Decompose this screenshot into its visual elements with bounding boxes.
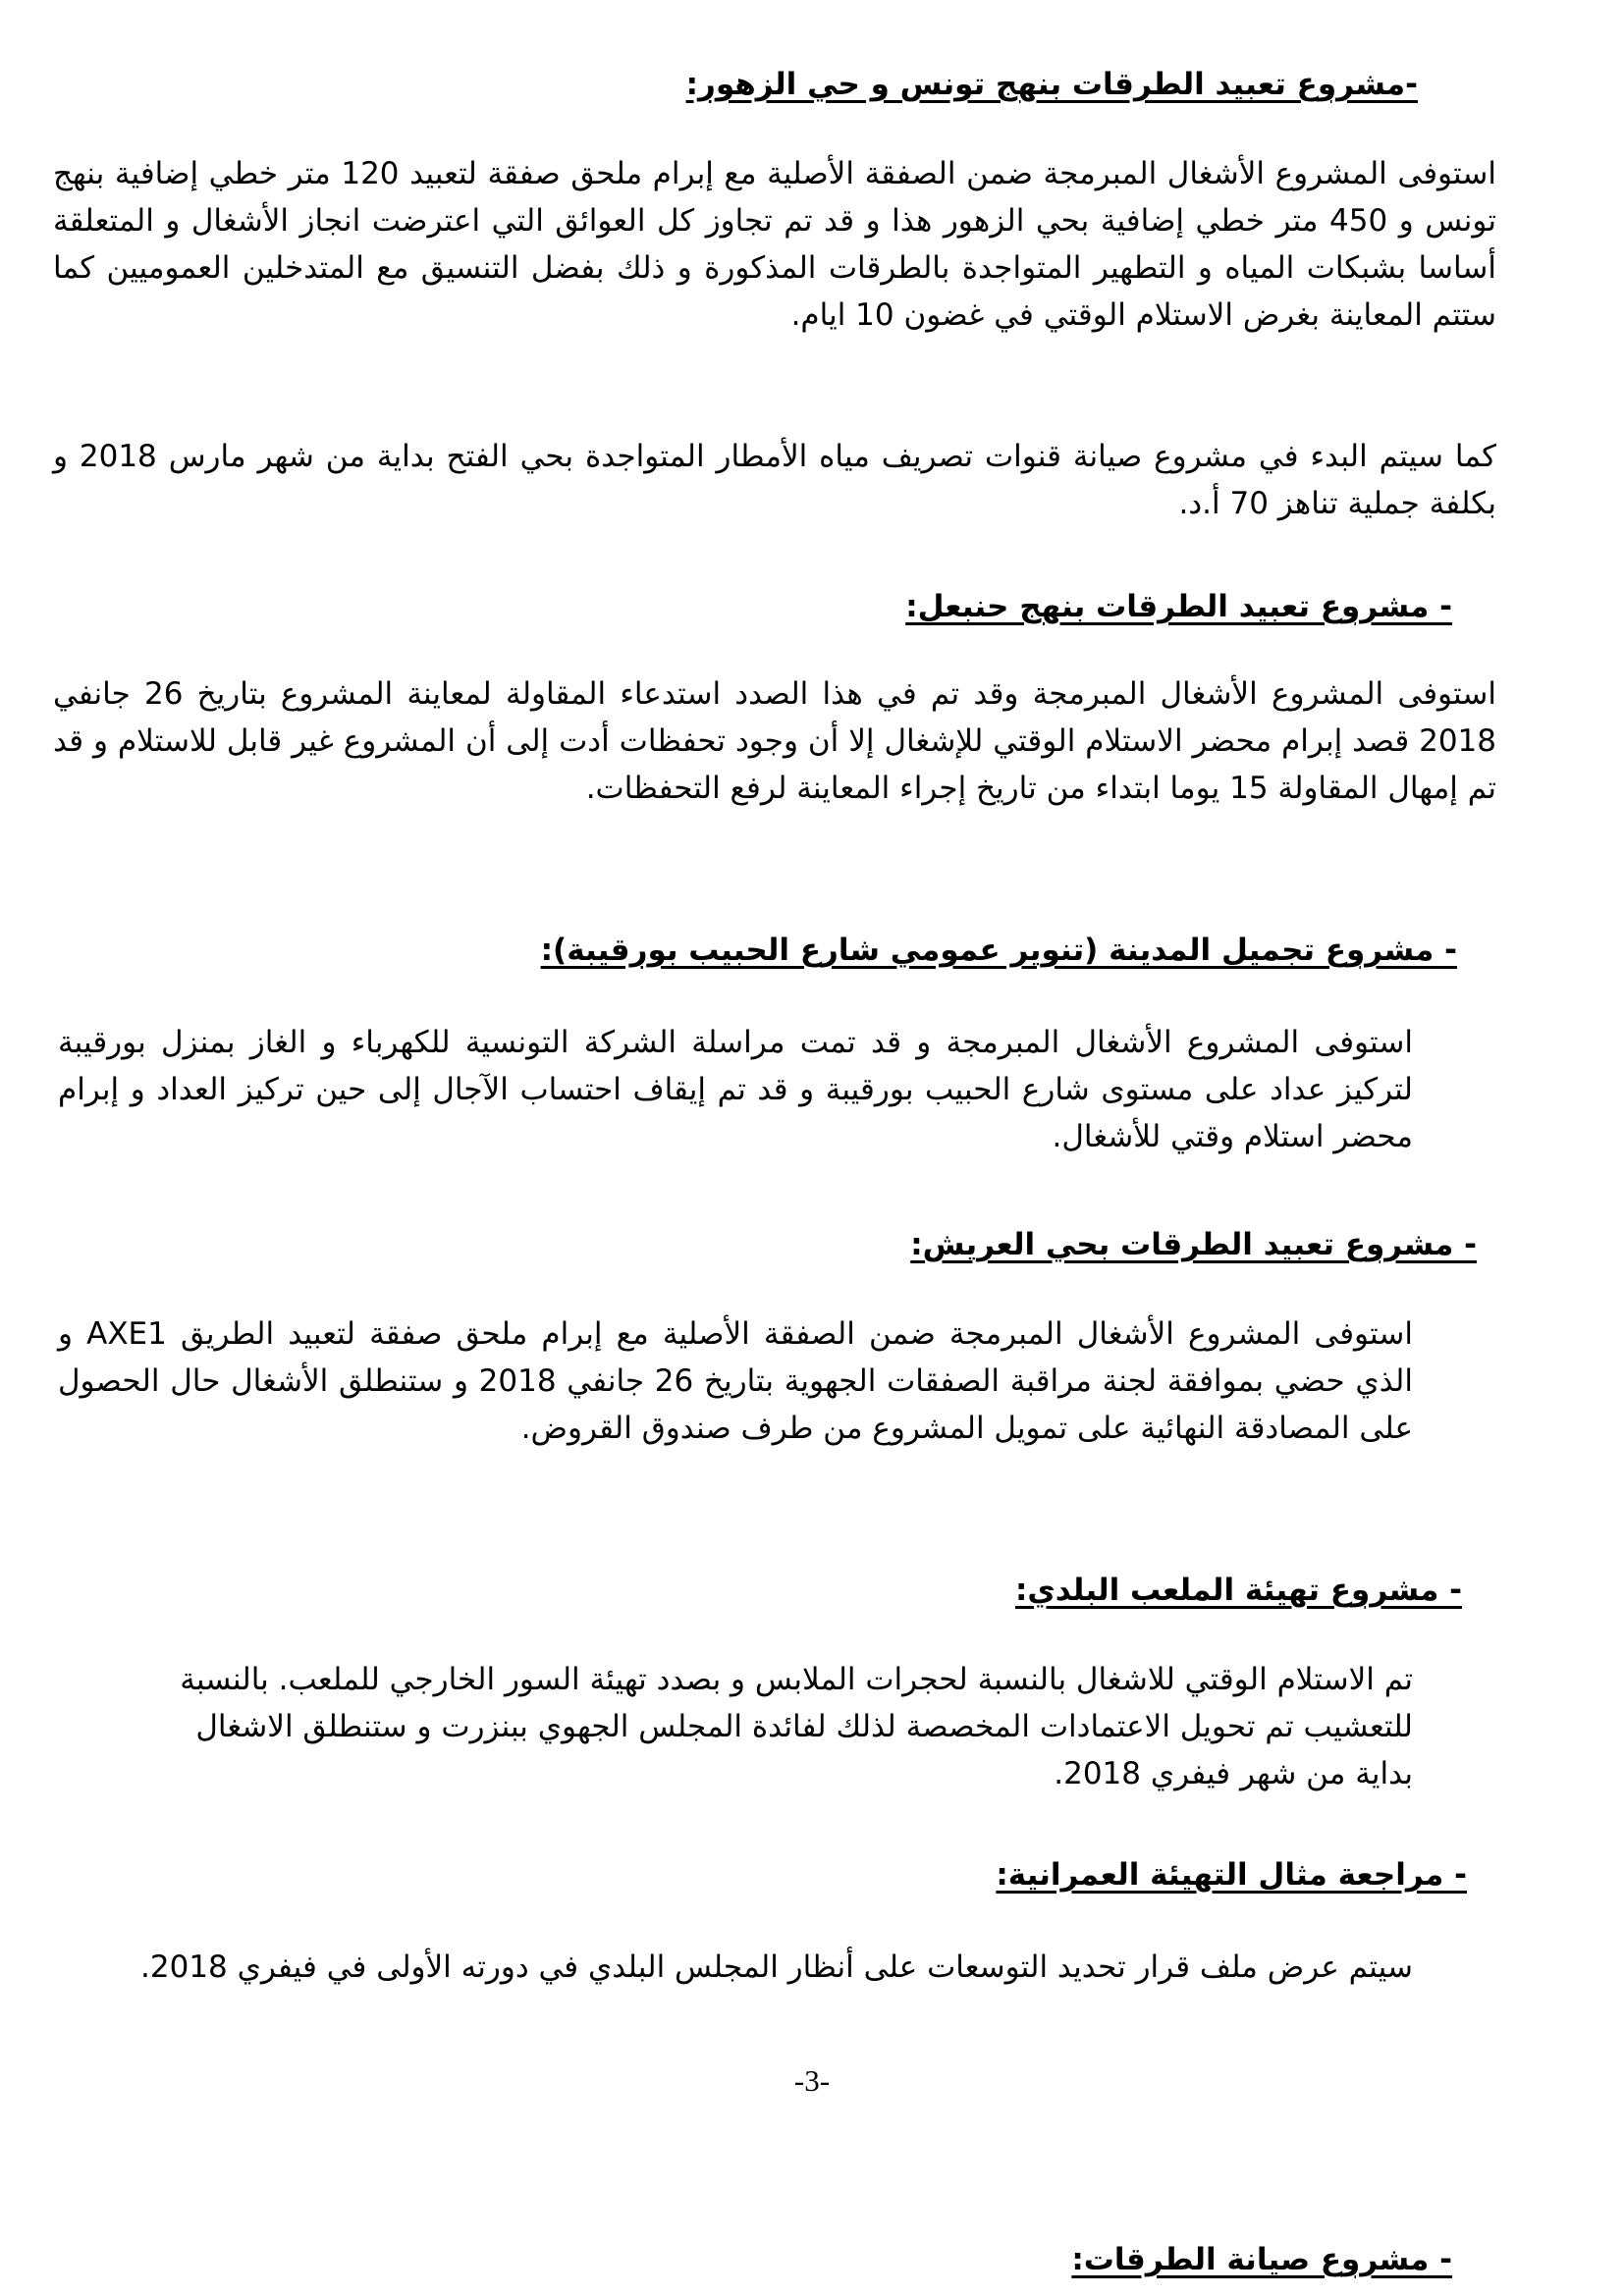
heading-city-beautification: - مشروع تجميل المدينة (تنوير عمومي شارع الحبيب بورقيبة): (540, 933, 1457, 968)
heading-tunis-zohour-roads: -مشروع تعبيد الطرقات بنهج تونس و حي الزهور: (685, 67, 1418, 102)
paragraph-tunis-zohour-roads: استوفى المشروع الأشغال المبرمجة ضمن الصفقة الأصلية مع إبرام ملحق صفقة لتعبيد 120 متر خطي إضافية بنهج تونس و 450 متر خطي إضافية بحي الزهور هذا و قد تم تجاوز كل العوائق التي اعترضت انجاز الأشغال و المتعلقة أساسا بشبكات المياه و التطهير المتواجدة بالطرقات المذكورة و ذلك بفضل التنسيق مع المتدخلين العموميين كما ستتم المعاينة بغرض الاستلام الوقتي في غضون 10 ايام. (53, 156, 1496, 333)
heading-hannibal-roads: - مشروع تعبيد الطرقات بنهج حنبعل: (905, 589, 1452, 624)
paragraph-hannibal-roads: استوفى المشروع الأشغال المبرمجة وقد تم في هذا الصدد استدعاء المقاولة لمعاينة المشروع بتاريخ 26 جانفي 2018 قصد إبرام محضر الاستلام الوقتي للإشغال إلا أن وجود تحفظات أدت إلى أن المشروع غير قابل للاستلام و قد تم إمهال المقاولة 15 يوما ابتداء من تاريخ إجراء المعاينة لرفع التحفظات. (53, 676, 1496, 806)
paragraph-urban-planning: سيتم عرض ملف قرار تحديد التوسعات على أنظار المجلس البلدي في دورته الأولى في فيفري 2018. (140, 1949, 1413, 1985)
heading-urban-planning: - مراجعة مثال التهيئة العمرانية: (996, 1857, 1467, 1893)
paragraph-city-beautification: استوفى المشروع الأشغال المبرمجة و قد تمت مراسلة الشركة التونسية للكهرباء و الغاز بمنزل بورقيبة لتركيز عداد على مستوى شارع الحبيب بورقيبة و قد تم إيقاف احتساب الآجال إلى حين تركيز العداد و إبرام محضر استلام وقتي للأشغال. (58, 1025, 1413, 1154)
page-number: -3- (793, 2063, 831, 2098)
heading-municipal-stadium: - مشروع تهيئة الملعب البلدي: (1014, 1573, 1462, 1608)
heading-road-maintenance: - مشروع صيانة الطرقات: (1071, 2242, 1452, 2277)
paragraph-municipal-stadium: تم الاستلام الوقتي للاشغال بالنسبة لحجرات الملابس و بصدد تهيئة السور الخارجي للملعب. بالنسبة للتعشيب تم تحويل الاعتمادات المخصصة لذلك لفائدة المجلس الجهوي ببنزرت و ستنطلق الاشغال بداية من شهر فيفري 2018. (180, 1662, 1413, 1791)
paragraph-arich-roads: استوفى المشروع الأشغال المبرمجة ضمن الصفقة الأصلية مع إبرام ملحق صفقة لتعبيد الطريق AXE1 و الذي حضي بموافقة لجنة مراقبة الصفقات الجهوية بتاريخ 26 جانفي 2018 و ستنطلق الأشغال حال الحصول على المصادقة النهائية على تمويل المشروع من طرف صندوق القروض. (58, 1316, 1413, 1446)
heading-arich-roads: - مشروع تعبيد الطرقات بحي العريش: (910, 1227, 1477, 1262)
paragraph-fath-drainage: كما سيتم البدء في مشروع صيانة قنوات تصريف مياه الأمطار المتواجدة بحي الفتح بداية من شهر مارس 2018 و بكلفة جملية تناهز 70 أ.د. (53, 439, 1497, 521)
